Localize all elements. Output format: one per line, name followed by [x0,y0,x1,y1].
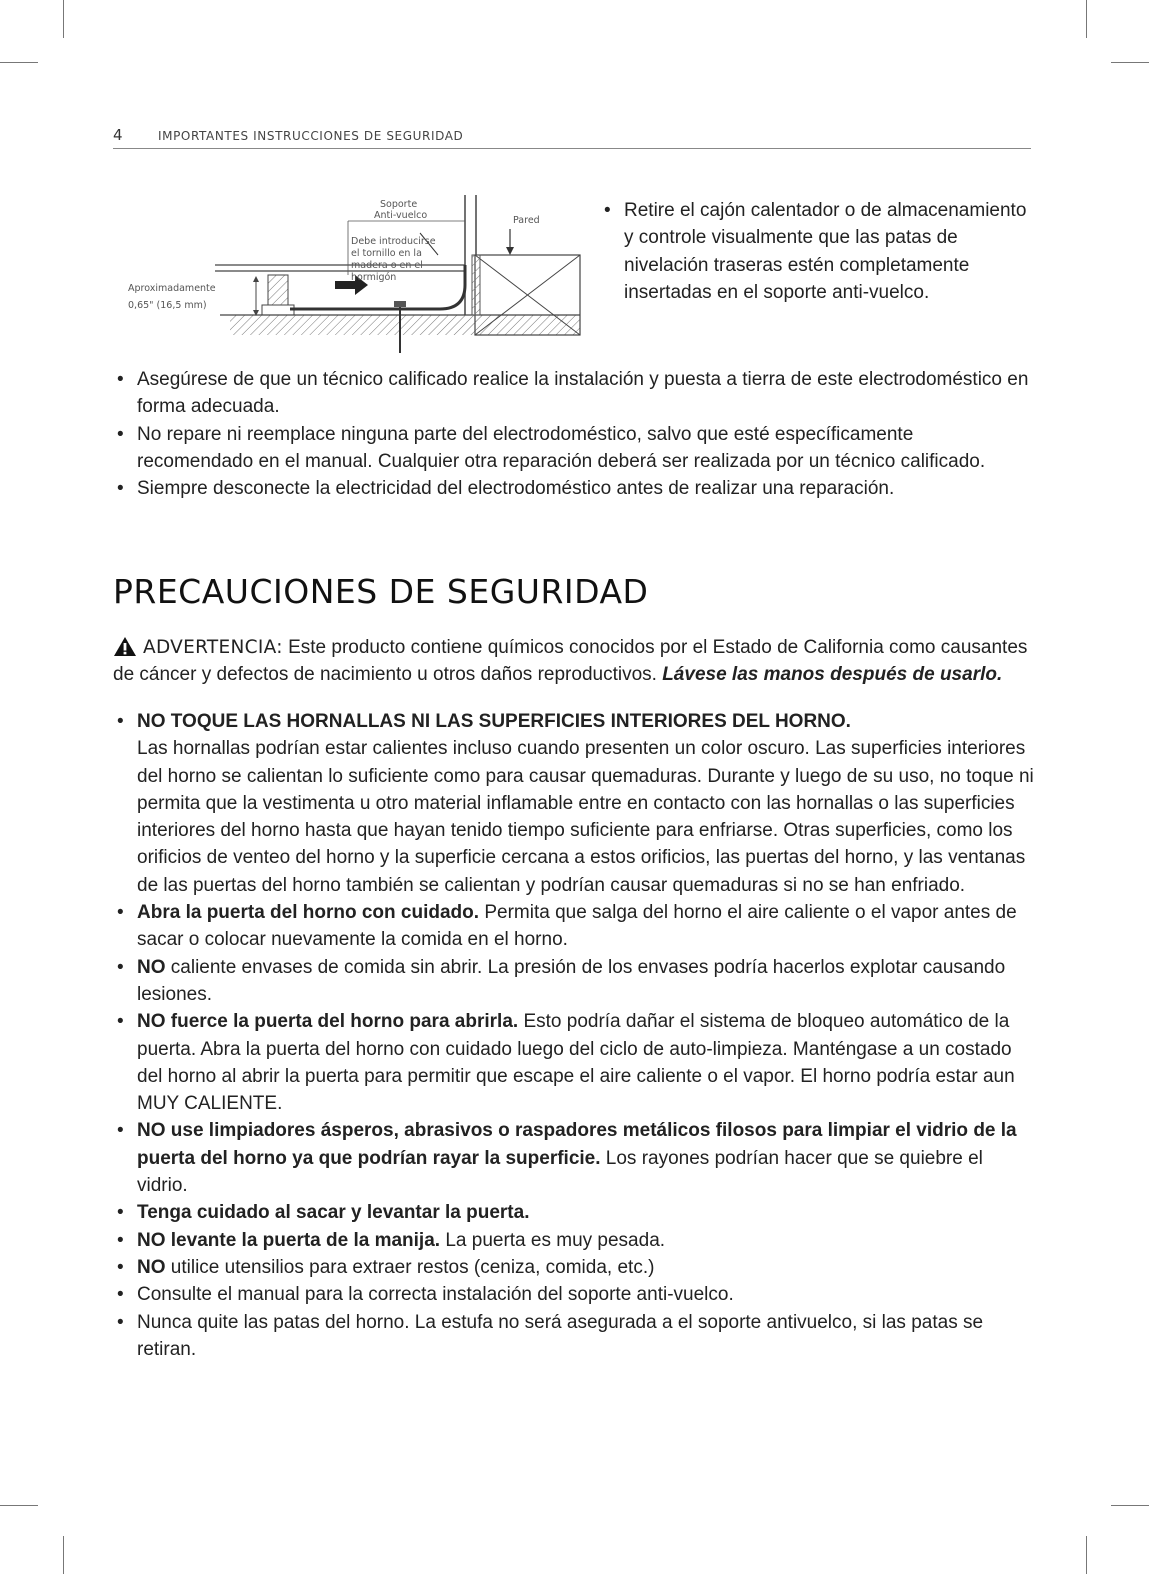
item-text: Las hornallas podrían estar calientes incluso cuando presenten un color oscuro. Las superficies interiores del horno se calientan lo suficiente como para causar quemaduras. Durante y luego de su uso, no toque ni permita que la vestimenta u otro material inflamable entre en contacto con las hornallas o las superficies interiores del horno hasta que hayan tenido tiempo suficiente para enfriarse. Otras superficies, como los orificios de venteo del horno y la superficie cercana a estos orificios, las puertas del horno, y las ventanas de las puertas del horno también se calientan y podrían causar quemaduras si no se han enfriado. [137,738,1034,896]
warning-text: Este producto contiene químicos conocidos por el Estado de California como causantes de cáncer y defectos de nacimiento u otros daños reproductivos. [113,637,1028,686]
label-aprox-2: 0,65" (16,5 mm) [128,300,207,311]
list-item [113,1281,1038,1308]
label-aprox-1: Aproximadamente [128,283,216,294]
list-item [113,1254,1038,1281]
crop-mark [0,62,38,63]
item-text: Consulte el manual para la correcta instalación del soporte anti-vuelco. [137,1284,734,1306]
item-text: Esto podría dañar el sistema de bloqueo automático de la puerta. Abra la puerta del horno con cuidado luego del ciclo de auto-limpieza. Manténgase a un costado del horno al abrir la puerta para permitir que escape el aire caliente o el vapor. El horno podría estar aun MUY CALIENTE. [137,1011,1015,1115]
item-text: Permita que salga del horno el aire caliente o el vapor antes de sacar o colocar nuevamente la comida en el horno. [137,902,1017,951]
list-item [113,708,1038,899]
label-debe-2: el tornillo en la [351,248,422,259]
item-text: utilice utensilios para extraer restos (ceniza, comida, etc.) [165,1256,655,1278]
list-item [113,1117,1038,1199]
item-lead: NO use limpiadores ásperos, abrasivos o raspadores metálicos filosos para limpiar el vidrio de la puerta del horno ya que podrían rayar la superficie. [137,1120,1017,1169]
section-title: PRECAUCIONES DE SEGURIDAD [113,572,649,611]
item-lead: NO levante la puerta de la manija. [137,1229,441,1251]
warning-label: ADVERTENCIA: [143,637,283,658]
list-item [113,1199,1038,1226]
crop-mark [1086,1536,1087,1574]
crop-mark [1086,0,1087,38]
list-item: • No repare ni reemplace ninguna parte del electrodoméstico, salvo que esté específicamente recomendado en el manual. Cualquier otra reparación deberá ser realizada por un técnico calificado. [113,421,1033,476]
item-text: La puerta es muy pesada. [440,1229,666,1251]
crop-mark [1111,1505,1149,1506]
item-lead: Abra la puerta del horno con cuidado. [137,902,480,924]
list-item: • Siempre desconecte la electricidad del electrodoméstico antes de realizar una reparación. [113,475,1033,502]
warning-paragraph [113,634,1033,689]
list-item: • Asegúrese de que un técnico calificado realice la instalación y puesta a tierra de este electrodoméstico en forma adecuada. [113,366,1033,421]
label-anti-vuelco: Anti-vuelco [374,210,428,221]
page-header [113,126,1031,149]
item-lead: NO [137,1256,166,1278]
item-lead: NO [137,956,166,978]
warning-emphasis: Lávese las manos después de usarlo. [662,664,1003,686]
list-item: • Retire el cajón calentador o de almacenamiento y controle visualmente que las patas de nivelación traseras estén completamente insertadas en el soporte anti-vuelco. [600,197,1030,306]
leveling-leg [268,275,288,305]
item-text: Los rayones podrían hacer que se quiebre el vidrio. [137,1147,983,1197]
item-lead: Tenga cuidado al sacar y levantar la puerta. [137,1202,530,1224]
item-text: Nunca quite las patas del horno. La estufa no será asegurada a el soporte antivuelco, si las patas se retiran. [137,1311,984,1360]
bracket-illustration [120,185,590,355]
warning-triangle-icon [113,636,137,657]
crop-mark [63,0,64,38]
floor [230,315,580,335]
list-item [113,1309,1038,1364]
crop-mark [0,1505,38,1506]
installation-bullet-list [113,366,1033,502]
item-lead: NO fuerce la puerta del horno para abrirla. [137,1011,519,1033]
crop-mark [1111,62,1149,63]
list-item [113,954,1038,1009]
label-debe-4: hormigón [351,272,397,283]
label-debe-3: madera o en el [351,260,423,271]
safety-bullet-list [113,708,1038,1363]
header-title: IMPORTANTES INSTRUCCIONES DE SEGURIDAD [158,129,464,143]
side-bullet-list [600,197,1030,306]
label-soporte: Soporte [380,199,418,210]
list-item [113,1227,1038,1254]
page-number: 4 [113,126,123,144]
list-item [113,1008,1038,1117]
item-text: caliente envases de comida sin abrir. La presión de los envases podría hacerlos explotar causando lesiones. [137,956,1006,1005]
label-debe-1: Debe introducirse [351,236,436,247]
anti-tip-bracket-diagram [120,185,590,355]
item-lead: NO TOQUE LAS HORNALLAS NI LAS SUPERFICIES INTERIORES DEL HORNO. [137,711,851,732]
crop-mark [63,1536,64,1574]
label-pared: Pared [513,215,540,226]
list-item [113,899,1038,954]
